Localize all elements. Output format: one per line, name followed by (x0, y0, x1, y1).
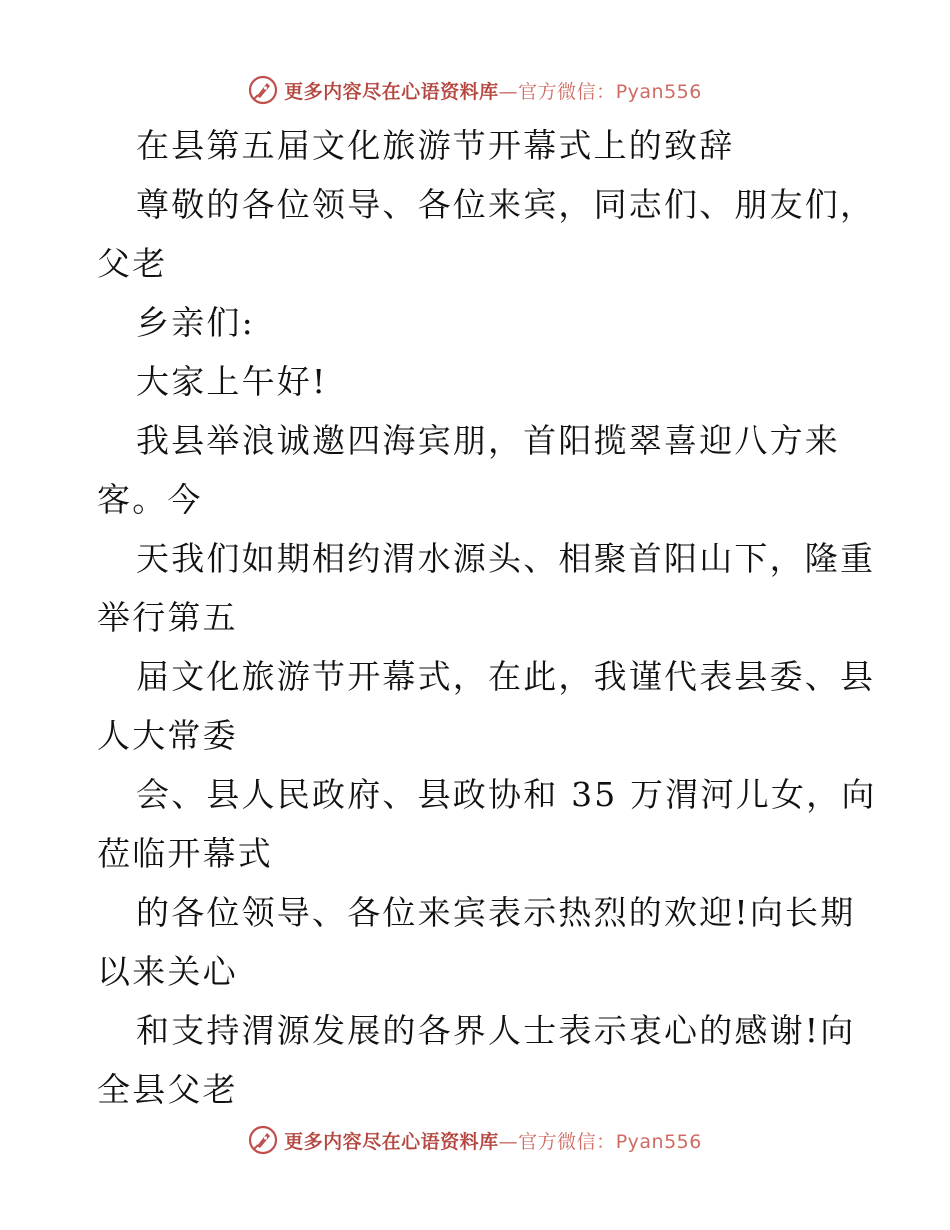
watermark-wechat-label: 官方微信： (518, 1130, 616, 1153)
footer-watermark-banner (0, 1122, 950, 1158)
paragraph-line: 乡亲们: (136, 303, 255, 342)
paragraph-line: 人大常委 (97, 716, 238, 755)
paragraph-line: 客。今 (97, 480, 203, 519)
paragraph-line: 父老 (97, 244, 168, 283)
pen-nib-logo-icon (248, 75, 278, 105)
watermark-main-text: 更多内容尽在心语资料库 (284, 1130, 499, 1153)
paragraph-line: 会、县人民政府、县政协和 35 万渭河儿女，向 (136, 775, 877, 814)
watermark-text (284, 1127, 702, 1154)
document-title: 在县第五届文化旅游节开幕式上的致辞 (136, 126, 735, 165)
paragraph-line: 的各位领导、各位来宾表示热烈的欢迎!向长期 (136, 893, 856, 932)
paragraph-line: 天我们如期相约渭水源头、相聚首阳山下，隆重 (136, 539, 876, 578)
paragraph-line: 我县举浪诚邀四海宾朋，首阳揽翠喜迎八方来 (136, 421, 840, 460)
paragraph-line: 大家上午好! (136, 362, 328, 401)
paragraph-line: 届文化旅游节开幕式，在此，我谨代表县委、县 (136, 657, 876, 696)
pen-nib-logo-icon (248, 1125, 278, 1155)
watermark-text (284, 77, 702, 104)
paragraph-line: 尊敬的各位领导、各位来宾，同志们、朋友们， (136, 185, 876, 224)
watermark-wechat-label: 官方微信： (518, 80, 616, 103)
paragraph-line: 和支持渭源发展的各界人士表示衷心的感谢!向 (136, 1011, 856, 1050)
watermark-main-text: 更多内容尽在心语资料库 (284, 80, 499, 103)
watermark-separator: — (498, 1130, 519, 1153)
watermark-wechat-id: Pyan556 (615, 1130, 702, 1153)
paragraph-line: 全县父老 (97, 1070, 238, 1109)
watermark-wechat-id: Pyan556 (615, 80, 702, 103)
paragraph-line: 以来关心 (97, 952, 238, 991)
header-watermark-banner (0, 72, 950, 108)
watermark-separator: — (498, 80, 519, 103)
paragraph-line: 举行第五 (97, 598, 238, 637)
paragraph-line: 莅临开幕式 (97, 834, 273, 873)
